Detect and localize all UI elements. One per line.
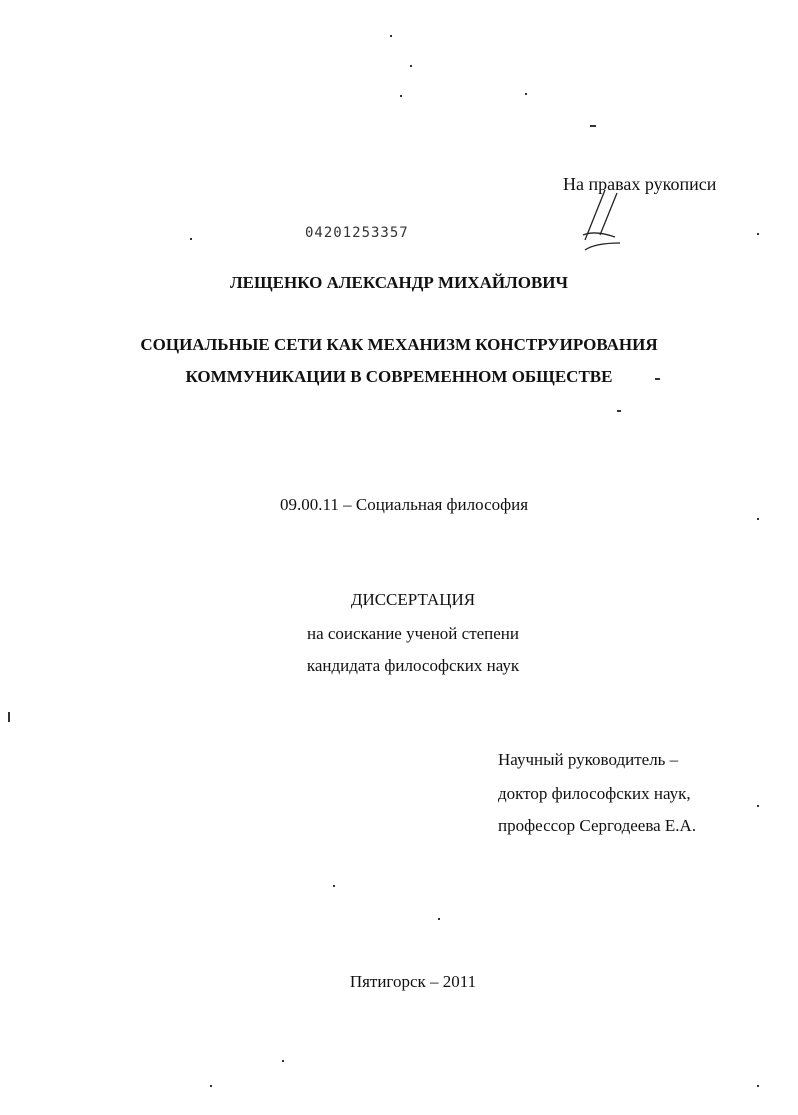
registration-number: 04201253357 [305,225,409,241]
signature-icon [575,185,635,255]
place-year: Пятигорск – 2011 [349,972,477,991]
rights-note: На правах рукописи [563,174,717,194]
supervisor-line-3: профессор Сергодеева Е.А. [498,816,697,835]
supervisor-line-2: доктор философских наук, [498,784,691,803]
supervisor-line-1: Научный руководитель – [498,750,679,769]
specialty: 09.00.11 – Социальная философия [280,495,529,514]
author-name: ЛЕЩЕНКО АЛЕКСАНДР МИХАЙЛОВИЧ [229,273,569,292]
degree-line-2: кандидата философских наук [306,656,520,675]
title-line-2: КОММУНИКАЦИИ В СОВРЕМЕННОМ ОБЩЕСТВЕ [185,367,613,386]
document-type: ДИССЕРТАЦИЯ [350,590,476,609]
degree-line-1: на соискание ученой степени [306,624,520,643]
title-line-1: СОЦИАЛЬНЫЕ СЕТИ КАК МЕХАНИЗМ КОНСТРУИРОВАНИЯ [140,335,658,354]
